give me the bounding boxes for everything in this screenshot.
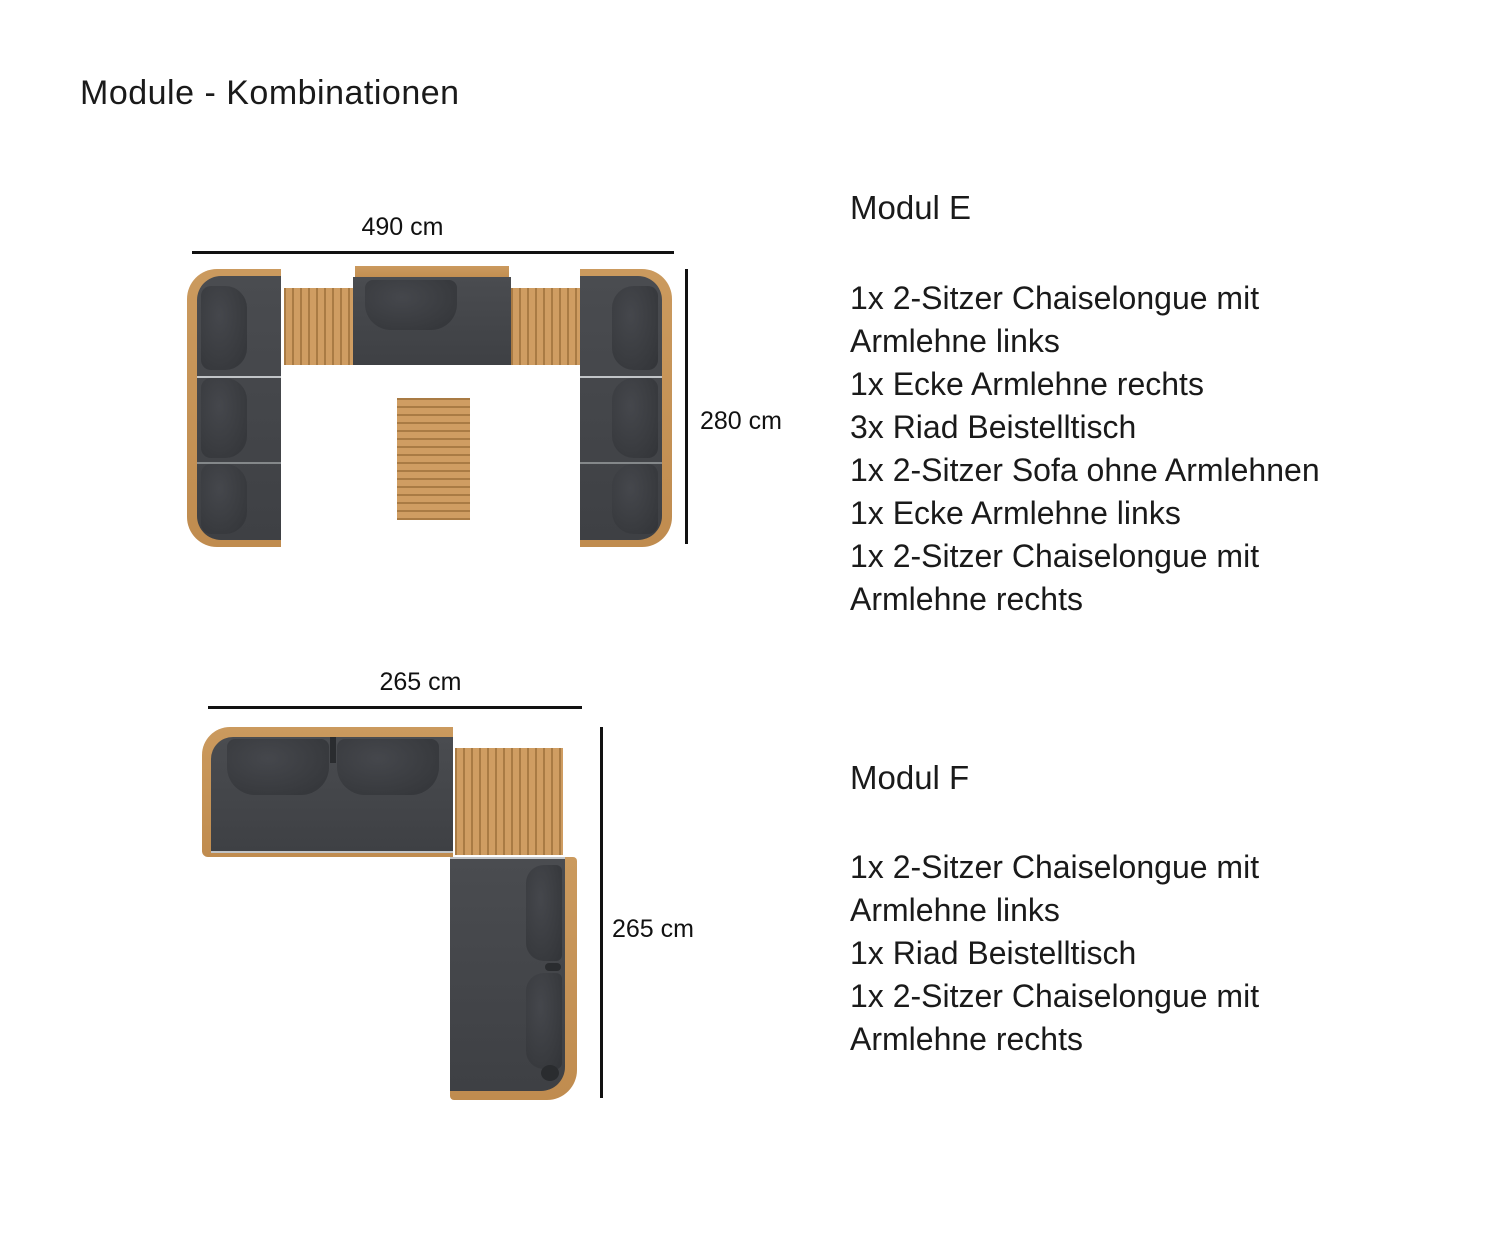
cushion-gap xyxy=(541,1065,559,1081)
module-f-side-table xyxy=(455,748,563,855)
module-e-top-sofa xyxy=(353,266,511,365)
cushion-gap xyxy=(545,963,561,971)
module-e-right-chaiselongue xyxy=(580,269,672,547)
back-cushion xyxy=(201,464,247,534)
module-f-height-label: 265 cm xyxy=(612,915,694,943)
list-item: 1x 2-Sitzer Chaiselongue mit Armlehne rechts xyxy=(850,978,1260,1057)
module-f-right-chaiselongue xyxy=(450,857,577,1100)
module-e-width-dimension-line xyxy=(192,251,674,254)
seat-front-edge xyxy=(211,851,453,853)
module-e-width-label: 490 cm xyxy=(361,213,444,241)
list-item: 1x 2-Sitzer Chaiselongue mit Armlehne links xyxy=(850,849,1260,928)
module-f-height-dimension-line xyxy=(600,727,603,1098)
module-e-side-table-right xyxy=(511,288,580,365)
sofa-body xyxy=(211,737,453,853)
sofa-body xyxy=(353,277,511,365)
sofa-body xyxy=(580,276,662,540)
cushion-junction xyxy=(197,462,281,464)
back-cushion xyxy=(201,378,247,458)
back-cushion xyxy=(227,739,329,795)
back-cushion xyxy=(612,378,658,458)
list-item: 3x Riad Beistelltisch xyxy=(850,409,1137,445)
list-item: 1x 2-Sitzer Chaiselongue mit Armlehne links xyxy=(850,280,1260,359)
page-title: Module - Kombinationen xyxy=(80,74,460,112)
list-item: 1x 2-Sitzer Chaiselongue mit Armlehne rechts xyxy=(850,538,1260,617)
module-f-item-list xyxy=(850,846,1395,1061)
module-e-side-table-left xyxy=(284,288,353,365)
back-cushion xyxy=(526,865,562,961)
cushion-gap xyxy=(330,737,336,763)
module-e-heading: Modul E xyxy=(850,189,972,226)
list-item: 1x Ecke Armlehne links xyxy=(850,495,1181,531)
module-e-height-dimension-line xyxy=(685,269,688,544)
module-f-heading: Modul F xyxy=(850,759,970,796)
list-item: 1x Ecke Armlehne rechts xyxy=(850,366,1204,402)
back-cushion xyxy=(526,973,562,1069)
back-cushion xyxy=(337,739,439,795)
module-f-top-chaiselongue xyxy=(202,727,453,857)
cushion-junction xyxy=(580,462,662,464)
module-f-width-label: 265 cm xyxy=(379,668,462,696)
module-junction xyxy=(197,376,281,378)
module-e-item-list xyxy=(850,277,1395,621)
list-item: 1x Riad Beistelltisch xyxy=(850,935,1137,971)
back-cushion xyxy=(365,280,457,330)
list-item: 1x 2-Sitzer Sofa ohne Armlehnen xyxy=(850,452,1320,488)
module-e-center-table xyxy=(397,398,470,520)
module-e-height-label: 280 cm xyxy=(700,407,782,435)
sofa-body xyxy=(197,276,281,540)
module-junction xyxy=(450,857,565,859)
back-cushion xyxy=(612,286,658,370)
back-cushion xyxy=(612,464,658,534)
module-e-left-chaiselongue xyxy=(187,269,281,547)
back-cushion xyxy=(201,286,247,370)
module-f-width-dimension-line xyxy=(208,706,582,709)
module-junction xyxy=(580,376,662,378)
sofa-body xyxy=(450,857,565,1091)
